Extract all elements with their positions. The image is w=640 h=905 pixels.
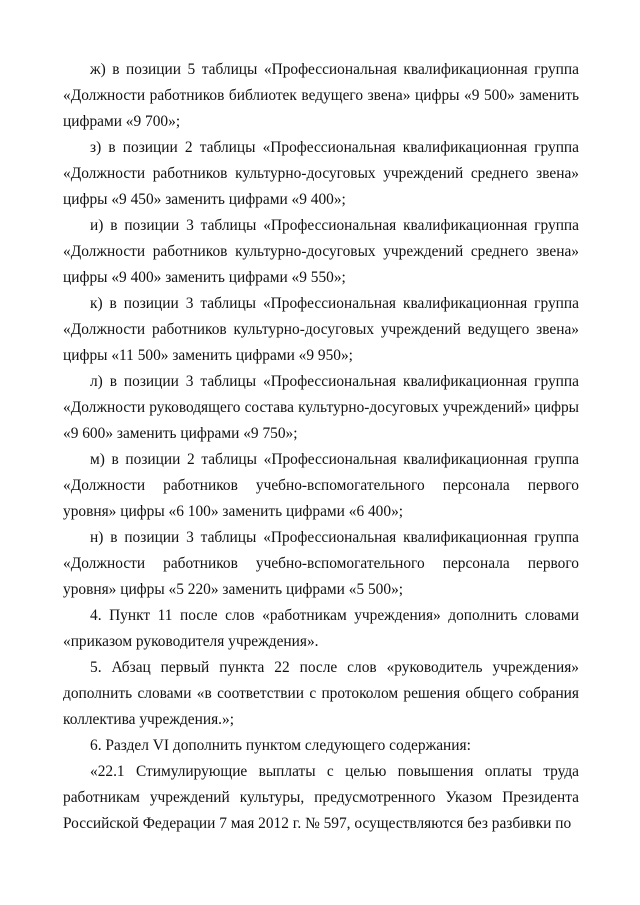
paragraph-item-l: л) в позиции 3 таблицы «Профессиональная квалификационная группа «Должности руководящего состава культурно-досуговых учреждений» цифры «9 600» заменить цифрами «9 750»; <box>63 373 579 442</box>
document-page <box>63 57 579 837</box>
paragraph-item-z: з) в позиции 2 таблицы «Профессиональная квалификационная группа «Должности работников культурно-досуговых учреждений среднего звена» цифры «9 450» заменить цифрами «9 400»; <box>63 139 579 208</box>
paragraph-item-zh: ж) в позиции 5 таблицы «Профессиональная квалификационная группа «Должности работников библиотек ведущего звена» цифры «9 500» заменить цифрами «9 700»; <box>63 61 579 130</box>
paragraph-point-4: 4. Пункт 11 после слов «работникам учреждения» дополнить словами «приказом руководителя учреждения». <box>63 607 579 650</box>
paragraph-item-i: и) в позиции 3 таблицы «Профессиональная квалификационная группа «Должности работников культурно-досуговых учреждений среднего звена» цифры «9 400» заменить цифрами «9 550»; <box>63 217 579 286</box>
paragraph-item-k: к) в позиции 3 таблицы «Профессиональная квалификационная группа «Должности работников культурно-досуговых учреждений ведущего звена» цифры «11 500» заменить цифрами «9 950»; <box>63 295 579 364</box>
paragraph-point-6: 6. Раздел VI дополнить пунктом следующего содержания: <box>90 737 471 754</box>
paragraph-point-5: 5. Абзац первый пункта 22 после слов «руководитель учреждения» дополнить словами «в соответствии с протоколом решения общего собрания коллектива учреждения.»; <box>63 659 579 728</box>
paragraph-item-n: н) в позиции 3 таблицы «Профессиональная квалификационная группа «Должности работников учебно-вспомогательного персонала первого уровня» цифры «5 220» заменить цифрами «5 500»; <box>63 529 579 598</box>
paragraph-point-22-1: «22.1 Стимулирующие выплаты с целью повышения оплаты труда работникам учреждений культуры, предусмотренного Указом Президента Российской Федерации 7 мая 2012 г. № 597, осуществляются без разбивки по <box>63 763 579 832</box>
paragraph-item-m: м) в позиции 2 таблицы «Профессиональная квалификационная группа «Должности работников учебно-вспомогательного персонала первого уровня» цифры «6 100» заменить цифрами «6 400»; <box>63 451 579 520</box>
